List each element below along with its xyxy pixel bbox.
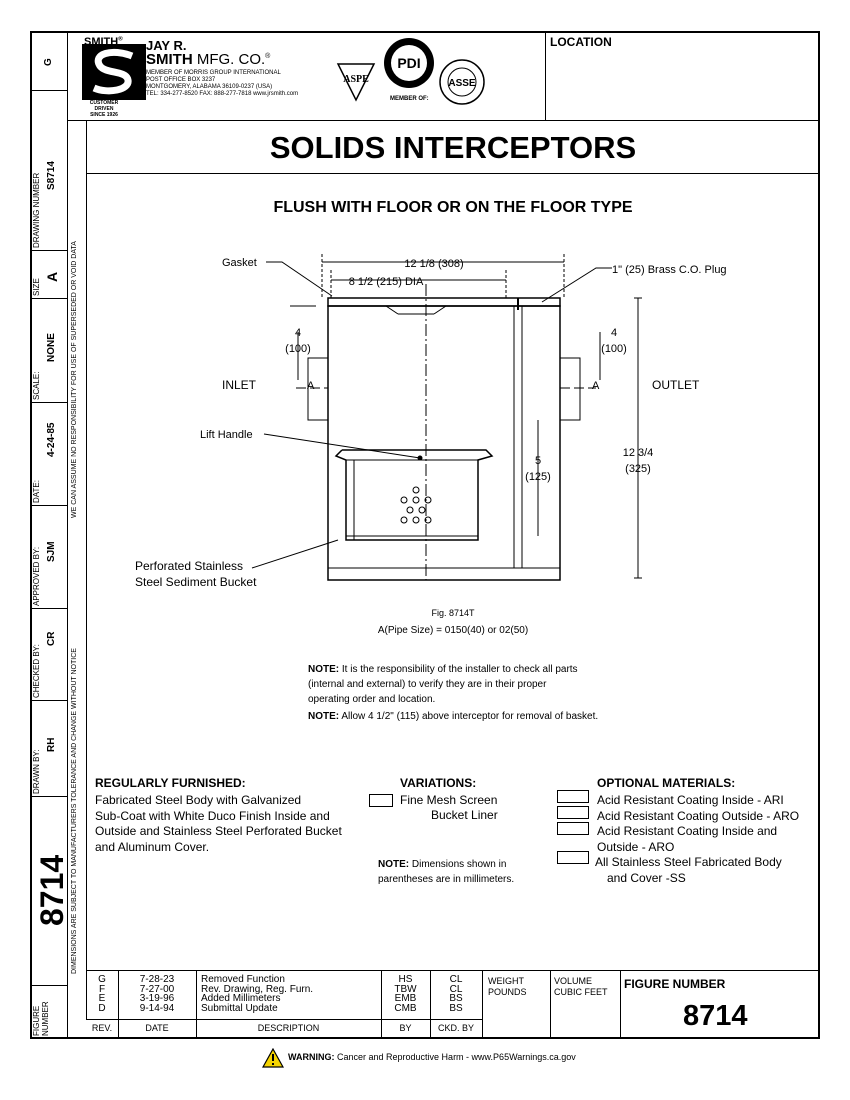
fine-mesh-checkbox[interactable] [369,794,393,807]
weight-units: POUNDS [488,987,527,997]
bucket-liner-label: Bucket Liner [431,808,498,822]
furnished-line: and Aluminum Cover. [95,839,210,854]
revision-rev-col [86,975,118,1013]
figure-label-text: FIGURE NUMBER [32,1001,50,1036]
weight-label: WEIGHT [488,976,524,986]
optional-line: Acid Resistant Coating Inside - ARI [597,793,784,807]
smith-word: SMITH [84,36,119,48]
company-mfg: MFG. CO. [196,51,266,68]
side-sep [30,298,67,299]
checked-value: CR [46,631,57,646]
revision-date-col [118,975,196,1013]
figure-number-large: 8714 [34,854,70,926]
address-line: MEMBER OF MORRIS GROUP INTERNATIONAL [146,70,281,76]
variations-note-line [378,857,514,872]
page-title: SOLIDS INTERCEPTORS [269,130,637,165]
date-value: 4-24-85 [46,422,57,457]
company-name-1: JAY R. [146,38,187,53]
asse-logo-icon [432,56,492,108]
rev-letter: D [98,1002,106,1014]
right-100: (100) [601,343,627,355]
page-subtitle: FLUSH WITH FLOOR OR ON THE FLOOR TYPE [273,199,633,216]
member-of: MEMBER OF: [390,96,429,102]
rev-desc: Removed Function [201,974,285,985]
figure-number-label [32,996,50,1036]
warning-label: WARNING: [288,1052,335,1062]
warning-text [288,1052,576,1062]
date-label: DATE: [32,480,41,503]
address-line: MONTGOMERY, ALABAMA 36109-0237 (USA) [146,84,273,90]
pipe-size: A(Pipe Size) = 0150(40) or 02(50) [377,625,529,636]
variations-heading: VARIATIONS: [400,776,477,790]
revision-header-line [86,1019,482,1020]
optional-heading: OPTIONAL MATERIALS: [597,776,736,790]
rev-by: TBW [394,983,417,995]
company-name-2 [146,51,270,68]
drawing-number: S8714 [46,161,57,190]
note-1-line: operating order and location. [308,694,436,705]
volume-box [554,976,608,998]
reg-mark: ® [118,36,123,43]
rev-letter: G [43,58,54,66]
tagline-3: SINCE 1926 [90,112,118,118]
furnished-heading: REGULARLY FURNISHED: [95,776,246,790]
tagline-1: CUSTOMER [89,100,119,106]
svg-text:ASSE: ASSE [448,78,476,89]
furnished-line: Outside and Stainless Steel Perforated Bucket [95,824,342,838]
variations-note-line: parentheses are in millimeters. [378,874,515,885]
company-smith: SMITH [146,51,193,68]
volume-label: VOLUME [554,976,593,986]
company-address [146,70,298,98]
note-1-line: (internal and external) to verify they are in their proper [308,679,547,690]
side-sep [30,90,67,91]
optional-line: Outside - ARO [597,839,675,854]
tagline [84,100,124,118]
svg-text:ASPE: ASPE [343,74,369,85]
drawing-number-label: DRAWING NUMBER [32,172,41,248]
rev-by: HS [398,974,413,985]
gasket-label: Gasket [222,257,257,269]
svg-text:PDI: PDI [397,55,421,71]
rev-date: 3-19-96 [139,993,175,1004]
rev-date: 7-27-00 [139,983,175,995]
header-desc: DESCRIPTION [257,1023,320,1033]
optional-line: Acid Resistant Coating Outside - ARO [597,808,800,823]
side-sep [30,985,67,986]
left-100: (100) [285,343,311,355]
right-4: 4 [610,327,618,339]
revision-desc-col [201,975,313,1013]
side-sep [30,796,67,797]
dim-125: (125) [525,471,551,483]
header-rev: REV. [91,1023,113,1033]
note-2-text: Allow 4 1/2" (115) above interceptor for removal of basket. [339,711,599,722]
rev-by: EMB [394,993,417,1004]
side-sep [30,608,67,609]
furnished-line: Fabricated Steel Body with Galvanized [95,793,302,807]
rev-ckd: BS [449,993,463,1004]
weight-box [488,976,527,998]
furnished-list [95,793,342,855]
disclaimer-upper: WE CAN ASSUME NO RESPONSIBILITY FOR USE OF SUPERSEDED OR VOID DATA [71,241,78,518]
smith-small-text [84,36,123,48]
note-label: NOTE: [308,711,340,722]
a-left: A [307,380,315,392]
company-reg: ® [265,53,271,60]
checked-label: CHECKED BY: [32,644,41,698]
side-sep [30,505,67,506]
interceptor-drawing [86,240,820,600]
furnished-line: Sub-Coat with White Duco Finish Inside and [95,808,330,823]
smith-logo-icon [82,44,146,100]
side-sep [30,250,67,251]
disclaimer-lower: DIMENSIONS ARE SUBJECT TO MANUFACTURERS TOLERANCE AND CHANGE WITHOUT NOTICE [71,648,78,974]
scale-label: SCALE: [32,371,41,400]
note-1-line [308,662,578,677]
dim-5: 5 [534,455,542,467]
rev-by: CMB [394,1002,417,1014]
side-sep [30,402,67,403]
note-1-text: It is the responsibility of the installer to check all parts [339,664,578,675]
revision-ckd-col [430,975,482,1013]
note-1 [308,662,578,707]
size-label: SIZE [32,278,41,296]
aro-both-checkbox[interactable] [557,822,589,835]
a-right: A [592,380,600,392]
lift-handle-label: Lift Handle [200,429,253,441]
rev-letter: E [98,993,106,1004]
volume-col [620,970,621,1038]
optional-line: All Stainless Steel Fabricated Body [595,855,782,869]
inlet-label: INLET [222,378,257,392]
left-4: 4 [294,327,302,339]
note-label: NOTE: [378,859,410,870]
address-line: TEL: 334-277-8520 FAX: 888-277-7818 www.jrsmith.com [146,91,299,97]
figure-number-value: 8714 [683,1000,748,1032]
ari-checkbox[interactable] [557,790,589,803]
header-bottom [67,120,820,121]
rev-ckd: CL [449,974,463,985]
pdi-logo-icon [382,36,436,90]
fine-mesh-label: Fine Mesh Screen [400,793,498,807]
size-value: A [44,271,60,282]
drawn-label: DRAWN BY: [32,749,41,794]
header-date: DATE [145,1023,169,1033]
optional-line: and Cover -SS [607,870,686,885]
variations-note [378,857,514,887]
ss-checkbox[interactable] [557,851,589,864]
rev-date: 7-28-23 [139,974,175,985]
weight-col [550,970,551,1038]
drawn-value: RH [46,737,57,752]
rev-desc: Rev. Drawing, Reg. Furn. [201,983,314,995]
dim-top: 12 1/8 (308) [404,258,464,270]
aspe-logo-icon [332,60,380,104]
rev-desc: Submittal Update [201,1002,278,1014]
warning-icon [262,1048,284,1068]
optional-line: Acid Resistant Coating Inside and [597,824,778,838]
dim-325: (325) [625,463,651,475]
header-ckd: CKD. BY [437,1023,474,1033]
variations-note-text: Dimensions shown in [409,859,507,870]
outlet-label: OUTLET [652,378,700,392]
tagline-2: DRIVEN [94,106,114,112]
note-label: NOTE: [308,664,340,675]
header-by: BY [399,1023,412,1033]
figure-number-heading: FIGURE NUMBER [624,977,726,991]
dim-1234: 12 3/4 [622,447,654,459]
plug-label: 1" (25) Brass C.O. Plug [612,264,727,276]
figure-caption: Fig. 8714T [431,608,475,618]
rev-ckd: CL [449,983,463,995]
rev-ckd: BS [449,1002,463,1014]
bucket-label-1: Perforated Stainless [135,559,244,573]
approved-label: APPROVED BY: [32,546,41,606]
rev-letter: F [98,983,106,995]
dim-dia: 8 1/2 (215) DIA [348,276,424,288]
aro-checkbox[interactable] [557,806,589,819]
approved-value: SJM [46,541,57,562]
side-sep [30,700,67,701]
optional-list [597,793,799,886]
revision-col [482,970,483,1038]
address-line: POST OFFICE BOX 3237 [146,77,216,83]
volume-units: CUBIC FEET [554,987,608,997]
location-label: LOCATION [550,35,612,49]
rev-desc: Added Millimeters [201,993,281,1004]
warning-message: Cancer and Reproductive Harm - www.P65Warnings.ca.gov [334,1052,576,1062]
note-2 [308,711,598,722]
title-bottom [86,173,820,174]
scale-value: NONE [46,333,57,362]
location-divider [545,31,546,120]
bucket-label-2: Steel Sediment Bucket [135,575,257,589]
revision-by-col [381,975,430,1013]
rev-letter: G [98,974,106,985]
rev-date: 9-14-94 [139,1002,175,1014]
